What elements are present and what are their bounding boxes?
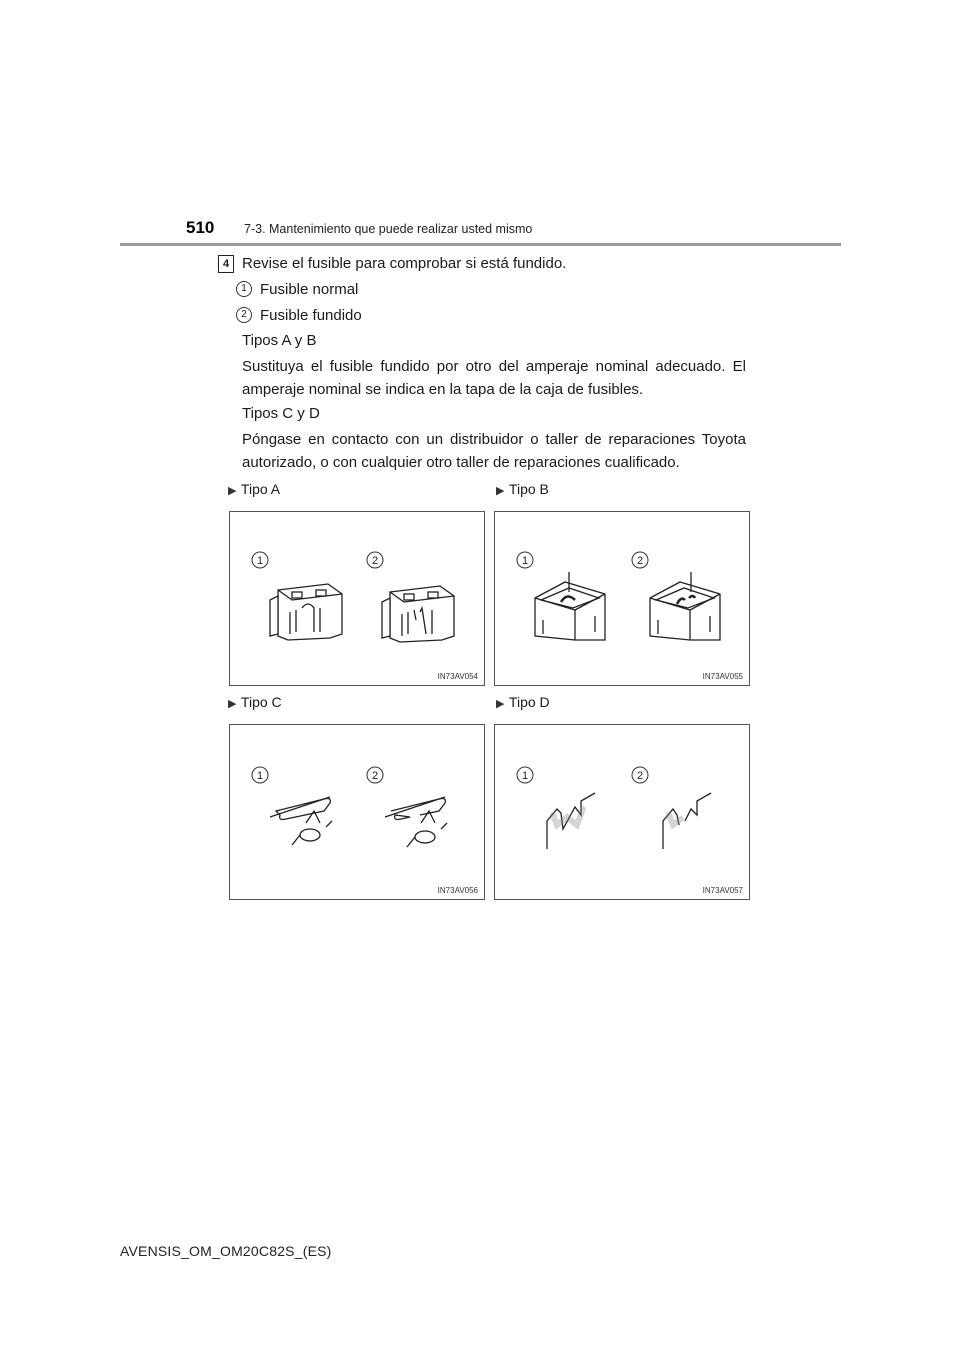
fig-d-marker-1: 1 bbox=[521, 770, 529, 782]
page-number: 510 bbox=[186, 218, 215, 237]
fig-b-marker-1: 1 bbox=[521, 555, 529, 567]
item-label-blown-fuse: Fusible fundido bbox=[260, 307, 362, 324]
figure-code-c: IN73AV056 bbox=[437, 886, 478, 895]
figure-tipo-d bbox=[494, 724, 750, 900]
figure-label-tipo-d: ▶ Tipo D bbox=[496, 694, 550, 710]
item-marker-2: 2 bbox=[236, 307, 252, 323]
figure-label-tipo-c: ▶ Tipo C bbox=[228, 694, 282, 710]
normal-strip-fuse-icon bbox=[270, 797, 332, 845]
types-cd-text: Póngase en contacto con un distribuidor o taller de reparaciones Toyota autorizado, o con cualquier otro taller de reparaciones cualificado. bbox=[242, 431, 746, 471]
normal-cartridge-fuse-icon bbox=[535, 572, 605, 640]
normal-wire-fuse-icon bbox=[547, 793, 595, 849]
figure-label-tipo-b: ▶ Tipo B bbox=[496, 481, 549, 497]
triangle-bullet-icon: ▶ bbox=[496, 698, 505, 710]
step-number-badge: 4 bbox=[218, 255, 234, 273]
figure-tipo-a bbox=[229, 511, 485, 686]
document-code: AVENSIS_OM_OM20C82S_(ES) bbox=[120, 1243, 332, 1259]
normal-blade-fuse-icon bbox=[270, 584, 342, 640]
types-cd-heading: Tipos C y D bbox=[242, 405, 320, 422]
fig-d-marker-2: 2 bbox=[636, 770, 644, 782]
figure-code-d: IN73AV057 bbox=[702, 886, 743, 895]
blown-cartridge-fuse-icon bbox=[650, 572, 720, 640]
fig-c-marker-1: 1 bbox=[256, 770, 264, 782]
figure-label-tipo-a: ▶ Tipo A bbox=[228, 481, 281, 497]
types-ab-text: Sustituya el fusible fundido por otro del amperaje nominal adecuado. El amperaje nominal se indica en la tapa de la caja de fusibles. bbox=[242, 358, 746, 398]
blown-strip-fuse-icon bbox=[385, 797, 447, 847]
step-instruction: Revise el fusible para comprobar si está fundido. bbox=[242, 255, 567, 272]
fig-c-marker-2: 2 bbox=[371, 770, 379, 782]
fig-a-marker-2: 2 bbox=[371, 555, 379, 567]
fig-b-marker-2: 2 bbox=[636, 555, 644, 567]
types-ab-heading: Tipos A y B bbox=[242, 332, 317, 349]
item-label-normal-fuse: Fusible normal bbox=[260, 281, 359, 298]
triangle-bullet-icon: ▶ bbox=[496, 485, 505, 497]
figure-tipo-b bbox=[494, 511, 750, 686]
triangle-bullet-icon: ▶ bbox=[228, 698, 237, 710]
header-divider bbox=[120, 243, 841, 246]
section-title: 7-3. Mantenimiento que puede realizar usted mismo bbox=[244, 222, 533, 236]
figure-code-b: IN73AV055 bbox=[702, 672, 743, 681]
fig-a-marker-1: 1 bbox=[256, 555, 264, 567]
figure-tipo-c bbox=[229, 724, 485, 900]
figure-code-a: IN73AV054 bbox=[437, 672, 478, 681]
blown-wire-fuse-icon bbox=[663, 793, 711, 849]
blown-blade-fuse-icon bbox=[382, 586, 454, 642]
item-marker-1: 1 bbox=[236, 281, 252, 297]
triangle-bullet-icon: ▶ bbox=[228, 485, 237, 497]
